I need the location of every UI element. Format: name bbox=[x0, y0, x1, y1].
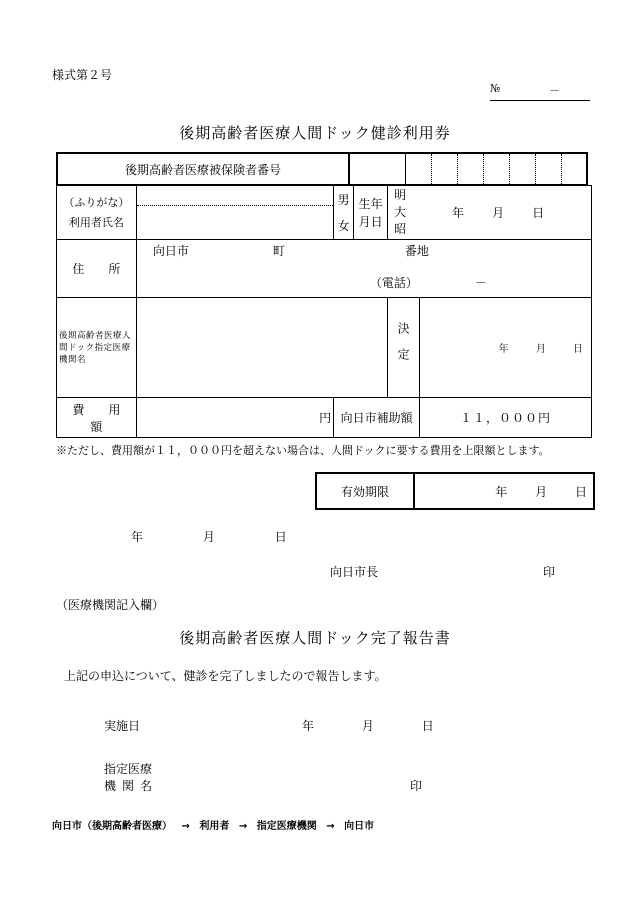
routing-flow bbox=[52, 817, 380, 832]
subsidy-label: 向日市補助額 bbox=[334, 398, 420, 438]
form-number: 様式第２号 bbox=[52, 68, 113, 82]
insurance-digit[interactable] bbox=[457, 153, 483, 185]
gender-female[interactable]: 女 bbox=[337, 218, 350, 233]
mayor-seal: 印 bbox=[543, 565, 556, 579]
institution-seal: 印 bbox=[410, 779, 423, 793]
implementation-date[interactable] bbox=[302, 717, 434, 734]
impl-year: 年 bbox=[302, 719, 315, 733]
subsidy-amount: １１，０００円 bbox=[420, 398, 592, 438]
serial-number[interactable] bbox=[490, 82, 590, 101]
decision-label-cell bbox=[388, 298, 420, 398]
name-label-cell bbox=[57, 186, 137, 240]
birth-label: 生年月日 bbox=[354, 186, 388, 240]
issue-year: 年 bbox=[131, 530, 144, 544]
decision-year: 年 bbox=[498, 344, 509, 355]
address-banchi: 番地 bbox=[404, 244, 429, 258]
address-label: 住 所 bbox=[57, 240, 137, 298]
birth-date-cell[interactable] bbox=[388, 186, 592, 240]
flow-step: 向日市 bbox=[344, 821, 375, 832]
validity-table bbox=[315, 472, 595, 510]
decision-label: 決定 bbox=[396, 321, 411, 374]
institution-entry-note: （医療機関記入欄） bbox=[56, 598, 165, 612]
birth-year: 年 bbox=[452, 206, 465, 220]
era-options[interactable] bbox=[394, 187, 434, 238]
validity-year: 年 bbox=[495, 484, 508, 499]
era-meiji[interactable]: 明 bbox=[394, 188, 407, 202]
issue-month: 月 bbox=[202, 530, 215, 544]
furigana-label: （ふりがな） bbox=[63, 195, 130, 209]
institution-label-2: 機関名 bbox=[104, 779, 159, 793]
insurance-digit[interactable] bbox=[509, 153, 535, 185]
insurance-digit[interactable] bbox=[431, 153, 457, 185]
issue-day: 日 bbox=[274, 530, 287, 544]
flow-arrow: → bbox=[238, 821, 248, 832]
era-taisho[interactable]: 大 bbox=[394, 205, 407, 219]
validity-day: 日 bbox=[574, 484, 587, 499]
flow-step: 利用者 bbox=[199, 821, 230, 832]
address-city: 向日市 bbox=[152, 244, 189, 258]
phone-dash: － bbox=[474, 276, 487, 290]
era-showa[interactable]: 昭 bbox=[394, 222, 407, 236]
flow-step: 指定医療機関 bbox=[256, 821, 317, 832]
main-form-table bbox=[56, 185, 592, 438]
report-body: 上記の申込について、健診を完了しましたので報告します。 bbox=[64, 669, 387, 683]
insurance-blank-cell[interactable] bbox=[349, 153, 405, 185]
decision-month: 月 bbox=[535, 344, 546, 355]
phone-label: （電話） bbox=[369, 276, 418, 290]
insurance-digit[interactable] bbox=[483, 153, 509, 185]
fee-yen: 円 bbox=[319, 411, 332, 425]
furigana-field[interactable] bbox=[137, 186, 333, 206]
flow-step: 向日市（後期高齢者医療） bbox=[52, 821, 172, 832]
mayor-label: 向日市長 bbox=[330, 565, 379, 579]
impl-month: 月 bbox=[361, 719, 374, 733]
fee-input[interactable] bbox=[136, 398, 333, 438]
serial-dash: － bbox=[549, 84, 560, 97]
insurance-label: 後期高齢者医療被保険者番号 bbox=[57, 153, 349, 185]
gender-male[interactable]: 男 bbox=[337, 192, 350, 207]
institution-label-1: 指定医療 bbox=[104, 762, 153, 776]
name-label: 利用者氏名 bbox=[68, 215, 124, 229]
decision-date-cell[interactable] bbox=[420, 298, 592, 398]
insurance-digit[interactable] bbox=[561, 153, 587, 185]
fee-note: ※ただし、費用額が１１，０００円を超えない場合は、人間ドックに要する費用を上限額とします。 bbox=[56, 444, 550, 457]
birth-month: 月 bbox=[492, 206, 505, 220]
name-field[interactable] bbox=[137, 206, 333, 239]
flow-arrow: → bbox=[326, 821, 335, 832]
flow-arrow: → bbox=[181, 821, 190, 832]
address-input-cell[interactable] bbox=[136, 240, 591, 298]
insurance-number-table bbox=[56, 152, 588, 186]
birth-day: 日 bbox=[532, 206, 545, 220]
insurance-digit[interactable] bbox=[535, 153, 561, 185]
impl-day: 日 bbox=[421, 719, 434, 733]
institution-label: 後期高齢者医療人間ドック指定医療機関名 bbox=[57, 298, 137, 398]
name-input-cell[interactable] bbox=[136, 186, 333, 240]
report-title: 後期高齢者医療人間ドック完了報告書 bbox=[179, 629, 451, 647]
issue-date[interactable] bbox=[131, 528, 287, 545]
validity-month: 月 bbox=[535, 484, 548, 499]
address-town: 町 bbox=[272, 244, 285, 258]
document-title: 後期高齢者医療人間ドック健診利用券 bbox=[179, 124, 451, 142]
validity-date[interactable] bbox=[414, 473, 594, 509]
validity-label: 有効期限 bbox=[316, 473, 414, 509]
serial-prefix: № bbox=[490, 82, 501, 95]
implementation-label: 実施日 bbox=[104, 719, 141, 733]
insurance-digit[interactable] bbox=[405, 153, 431, 185]
decision-day: 日 bbox=[573, 344, 583, 355]
gender-cell[interactable] bbox=[334, 186, 354, 240]
fee-label: 費 用 額 bbox=[57, 398, 137, 438]
institution-input[interactable] bbox=[136, 298, 387, 398]
